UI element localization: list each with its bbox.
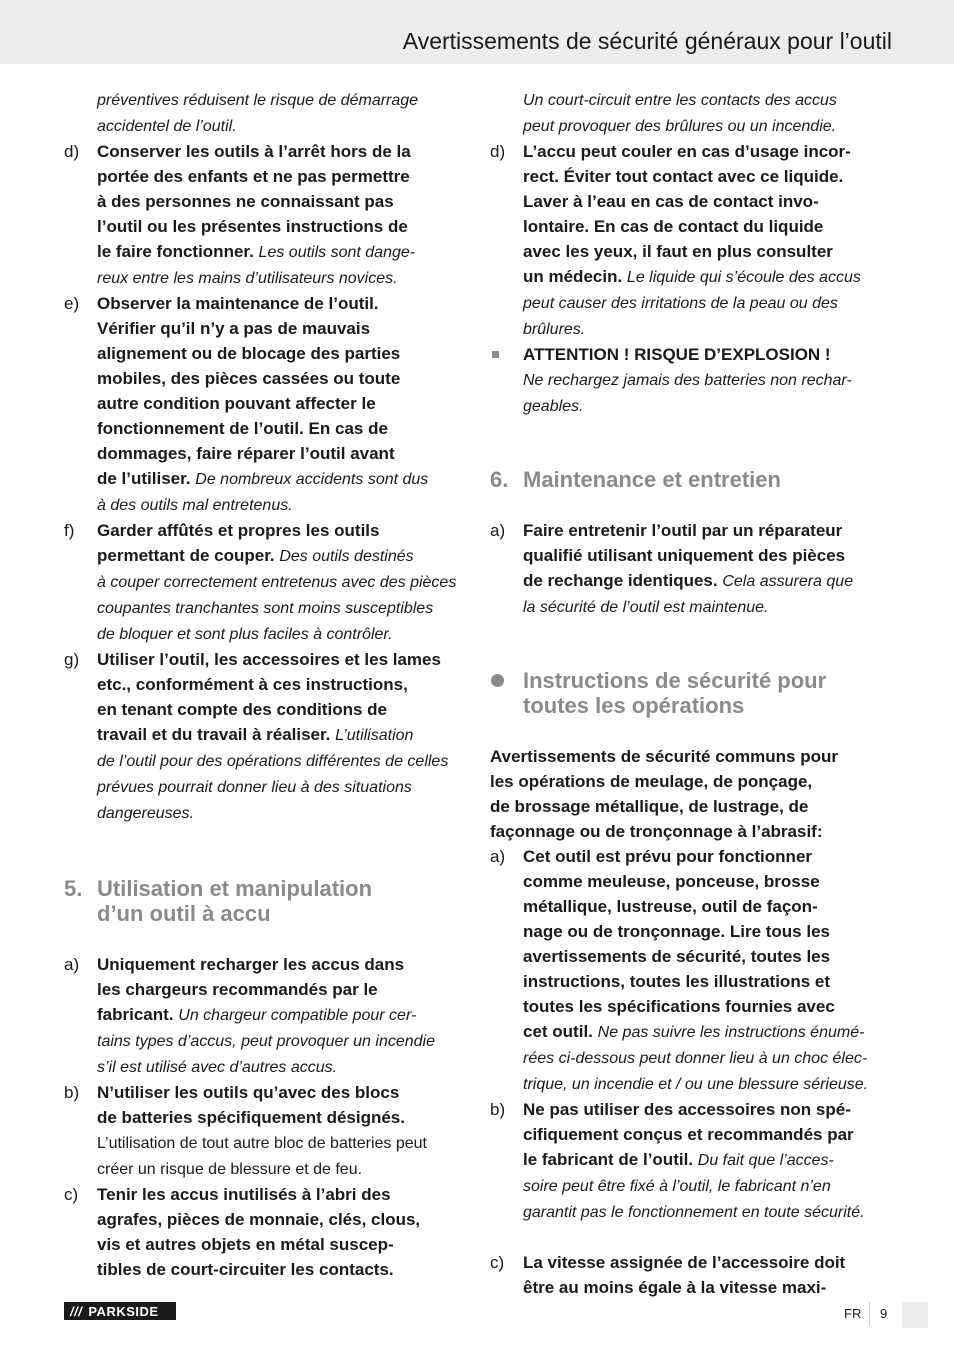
- continued-text: préventives réduisent le risque de démarrage accidentel de l’outil.: [97, 92, 419, 135]
- list-item-op-a: a) Cet outil est prévu pour fonctionner comme meuleuse, ponceuse, brosse métallique, lustreuse, outil de façon- nage ou de tronçonnage. Lire tous les avertissements de sécurité, toutes les instructions, toutes les illustrations et toutes les spécifications fournies avec cet outil. Ne pas suivre les instructions énumé- rées ci-dessous peut donner lieu à un choc élec- trique, un incendie et / ou une blessure sérieuse.: [490, 847, 869, 1093]
- list-item-d: d) L’accu peut couler en cas d’usage incor- rect. Éviter tout contact avec ce liquide. Laver à l’eau en cas de contact invo- lontaire. En cas de contact du liquide avec les yeux, il faut en plus consulter un médecin. Le liquide qui s’écoule des accus peut causer des irritations de la peau ou des brûlures.: [490, 142, 861, 338]
- warning-bullet: ATTENTION ! RISQUE D’EXPLOSION ! Ne rechargez jamais des batteries non rechar- geables.: [490, 342, 892, 419]
- list-item-e: e) Observer la maintenance de l’outil. Vérifier qu’il n’y a pas de mauvais alignement ou de blocage des parties mobiles, des pièces cassées ou toute autre condition pouvant affecter le fonctionnement de l’outil. En cas de dommages, faire réparer l’outil avant de l’utiliser. De nombreux accidents sont dus à des outils mal entretenus.: [64, 294, 429, 514]
- square-bullet-icon: [490, 342, 523, 419]
- list-item-5b: b) N’utiliser les outils qu’avec des blocs de batteries spécifiquement désignés. L’utilisation de tout autre bloc de batteries peut créer un risque de blessure et de feu.: [64, 1083, 427, 1178]
- continued-text: Un court-circuit entre les contacts des accus peut provoquer des brûlures ou un incendie.: [523, 92, 837, 135]
- intro-text: Avertissements de sécurité communs pour les opérations de meulage, de ponçage, de brossage métallique, de lustrage, de façonnage ou de tronçonnage à l’abrasif:: [490, 747, 838, 841]
- list-item-g: g) Utiliser l’outil, les accessoires et les lames etc., conformément à ces instructions, en tenant compte des conditions de travail et du travail à réaliser. L’utilisation de l’outil pour des opérations différentes de celles prévues pourrait donner lieu à des situations dangereuses.: [64, 650, 449, 822]
- right-column: [490, 87, 892, 1300]
- language-code: FR: [844, 1306, 862, 1321]
- list-item-f: f) Garder affûtés et propres les outils permettant de couper. Des outils destinés à couper correctement entretenus avec des pièces coupantes tranchantes sont moins susceptibles de bloquer et sont plus faciles à contrôler.: [64, 521, 457, 643]
- page-title: Avertissements de sécurité généraux pour l’outil: [402, 28, 892, 54]
- list-item-5a: a) Uniquement recharger les accus dans les chargeurs recommandés par le fabricant. Un chargeur compatible pour cer- tains types d’accus, peut provoquer un incendie s’il est utilisé avec d’autres accus.: [64, 955, 435, 1076]
- list-item-op-b: b) Ne pas utiliser des accessoires non spé- cifiquement conçus et recommandés par le fabricant de l’outil. Du fait que l’acces- soire peut être fixé à l’outil, le fabricant n’en garantit pas le fonctionnement en toute sécurité.: [490, 1100, 865, 1221]
- parkside-logo: /// PARKSIDE: [64, 1302, 176, 1320]
- list-item-op-c: c) La vitesse assignée de l’accessoire doit être au moins égale à la vitesse maxi-: [490, 1253, 846, 1297]
- list-item-d: d) Conserver les outils à l’arrêt hors de la portée des enfants et ne pas permettre à des personnes ne connaissant pas l’outil ou les présentes instructions de le faire fonctionner. Les outils sont dange- reux entre les mains d’utilisateurs novices.: [64, 142, 416, 287]
- circle-bullet-icon: [490, 668, 523, 718]
- list-item-5c: c) Tenir les accus inutilisés à l’abri des agrafes, pièces de monnaie, clés, clous, vis et autres objets en métal suscep- tibles de court-circuiter les contacts.: [64, 1185, 421, 1279]
- section-6-heading: 6. Maintenance et entretien: [490, 467, 781, 492]
- page-number: 9: [880, 1306, 888, 1321]
- list-item-6a: a) Faire entretenir l’outil par un réparateur qualifié utilisant uniquement des pièces de rechange identiques. Cela assurera que la sécurité de l’outil est maintenue.: [490, 521, 854, 616]
- left-column: [64, 87, 466, 1282]
- operations-heading: Instructions de sécurité pour toutes les opérations: [490, 668, 892, 718]
- footer-divider: [869, 1302, 870, 1326]
- page-tab-box: [902, 1302, 928, 1328]
- section-5-heading: 5. Utilisation et manipulation d’un outil à accu: [64, 876, 373, 926]
